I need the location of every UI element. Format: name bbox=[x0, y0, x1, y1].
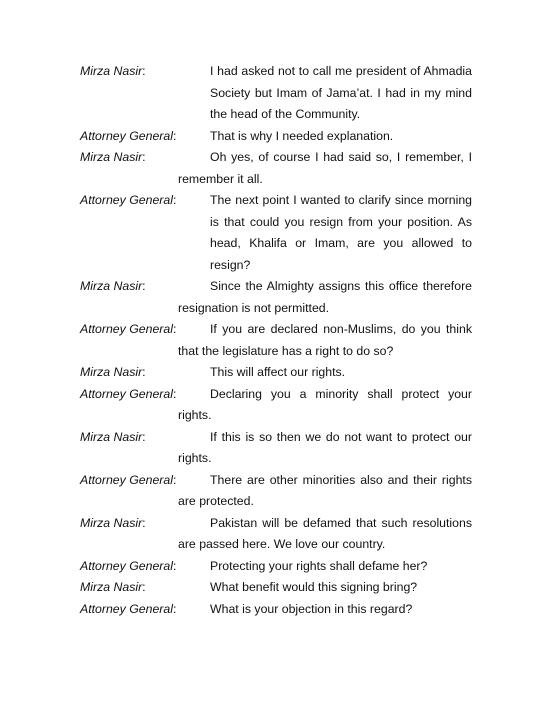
speaker-name: Mirza Nasir bbox=[80, 580, 143, 594]
dialogue-entry bbox=[80, 319, 472, 362]
speaker-label bbox=[80, 276, 146, 298]
dialogue-entry bbox=[80, 61, 472, 126]
speech-text: If you are declared non-Muslims, do you think that the legislature has a right to do so? bbox=[178, 322, 472, 358]
speaker-name: Mirza Nasir bbox=[80, 150, 143, 164]
speaker-label bbox=[80, 427, 146, 449]
dialogue-entry bbox=[80, 190, 472, 276]
speaker-label bbox=[80, 556, 176, 578]
speaker-name: Attorney General bbox=[80, 322, 173, 336]
speaker-name: Attorney General bbox=[80, 386, 173, 401]
speaker-label bbox=[80, 126, 176, 148]
speaker-name: Attorney General bbox=[80, 193, 173, 207]
speech-text: Protecting your rights shall defame her? bbox=[210, 558, 428, 573]
speaker-label bbox=[80, 319, 176, 341]
speaker-name: Attorney General bbox=[80, 128, 173, 143]
speaker-colon: : bbox=[142, 580, 146, 594]
speaker-name: Mirza Nasir bbox=[80, 365, 143, 379]
speech-text: What benefit would this signing bring? bbox=[210, 580, 418, 594]
speech-text: If this is so then we do not want to protect our rights. bbox=[178, 429, 472, 465]
speaker-colon: : bbox=[172, 193, 177, 207]
speaker-colon: : bbox=[142, 365, 146, 379]
speaker-colon: : bbox=[172, 472, 177, 487]
speaker-colon: : bbox=[142, 64, 146, 78]
dialogue-entry bbox=[80, 599, 472, 621]
transcript bbox=[80, 61, 472, 620]
speech-text: Since the Almighty assigns this office therefore resignation is not permitted. bbox=[178, 279, 472, 315]
speaker-name: Mirza Nasir bbox=[80, 64, 143, 78]
speaker-colon: : bbox=[172, 128, 177, 143]
speaker-label bbox=[80, 190, 176, 212]
dialogue-entry bbox=[80, 513, 472, 556]
speaker-colon: : bbox=[172, 601, 177, 616]
speaker-name: Attorney General bbox=[80, 472, 173, 487]
dialogue-entry bbox=[80, 126, 472, 148]
speaker-name: Attorney General bbox=[80, 601, 173, 616]
dialogue-entry bbox=[80, 384, 472, 427]
speaker-label bbox=[80, 384, 176, 406]
speaker-name: Mirza Nasir bbox=[80, 515, 143, 530]
dialogue-entry bbox=[80, 147, 472, 190]
speech-text: That is why I needed explanation. bbox=[210, 128, 394, 143]
speaker-label bbox=[80, 470, 176, 492]
speech-text: What is your objection in this regard? bbox=[210, 601, 413, 616]
speaker-label bbox=[80, 61, 146, 83]
dialogue-entry bbox=[80, 470, 472, 513]
speech-text: The next point I wanted to clarify since morning is that could you resign from your position. As head, Khalifa or Imam, are you allowed to resign? bbox=[210, 193, 472, 272]
speaker-colon: : bbox=[142, 279, 146, 293]
speaker-label bbox=[80, 362, 146, 384]
speaker-name: Mirza Nasir bbox=[80, 429, 143, 444]
speech-text: There are other minorities also and their rights are protected. bbox=[178, 472, 472, 508]
speaker-name: Mirza Nasir bbox=[80, 279, 143, 293]
speech-text: This will affect our rights. bbox=[210, 365, 346, 379]
speech-text: Oh yes, of course I had said so, I remember, I remember it all. bbox=[178, 150, 472, 186]
speaker-colon: : bbox=[172, 386, 177, 401]
speech-text: I had asked not to call me president of Ahmadia Society but Imam of Jama’at. I had in my mind the head of the Community. bbox=[210, 64, 472, 121]
speaker-label bbox=[80, 147, 146, 169]
speaker-colon: : bbox=[142, 515, 146, 530]
speaker-label bbox=[80, 577, 146, 599]
speaker-label bbox=[80, 513, 146, 535]
dialogue-entry bbox=[80, 362, 472, 384]
speaker-colon: : bbox=[172, 558, 177, 573]
speech-text: Declaring you a minority shall protect your rights. bbox=[178, 386, 472, 422]
speaker-label bbox=[80, 599, 176, 621]
speech-text: Pakistan will be defamed that such resolutions are passed here. We love our country. bbox=[178, 515, 472, 551]
speaker-colon: : bbox=[142, 150, 146, 164]
dialogue-entry bbox=[80, 577, 472, 599]
dialogue-entry bbox=[80, 556, 472, 578]
dialogue-entry bbox=[80, 276, 472, 319]
speaker-colon: : bbox=[172, 322, 177, 336]
dialogue-entry bbox=[80, 427, 472, 470]
speaker-name: Attorney General bbox=[80, 558, 173, 573]
speaker-colon: : bbox=[142, 429, 146, 444]
